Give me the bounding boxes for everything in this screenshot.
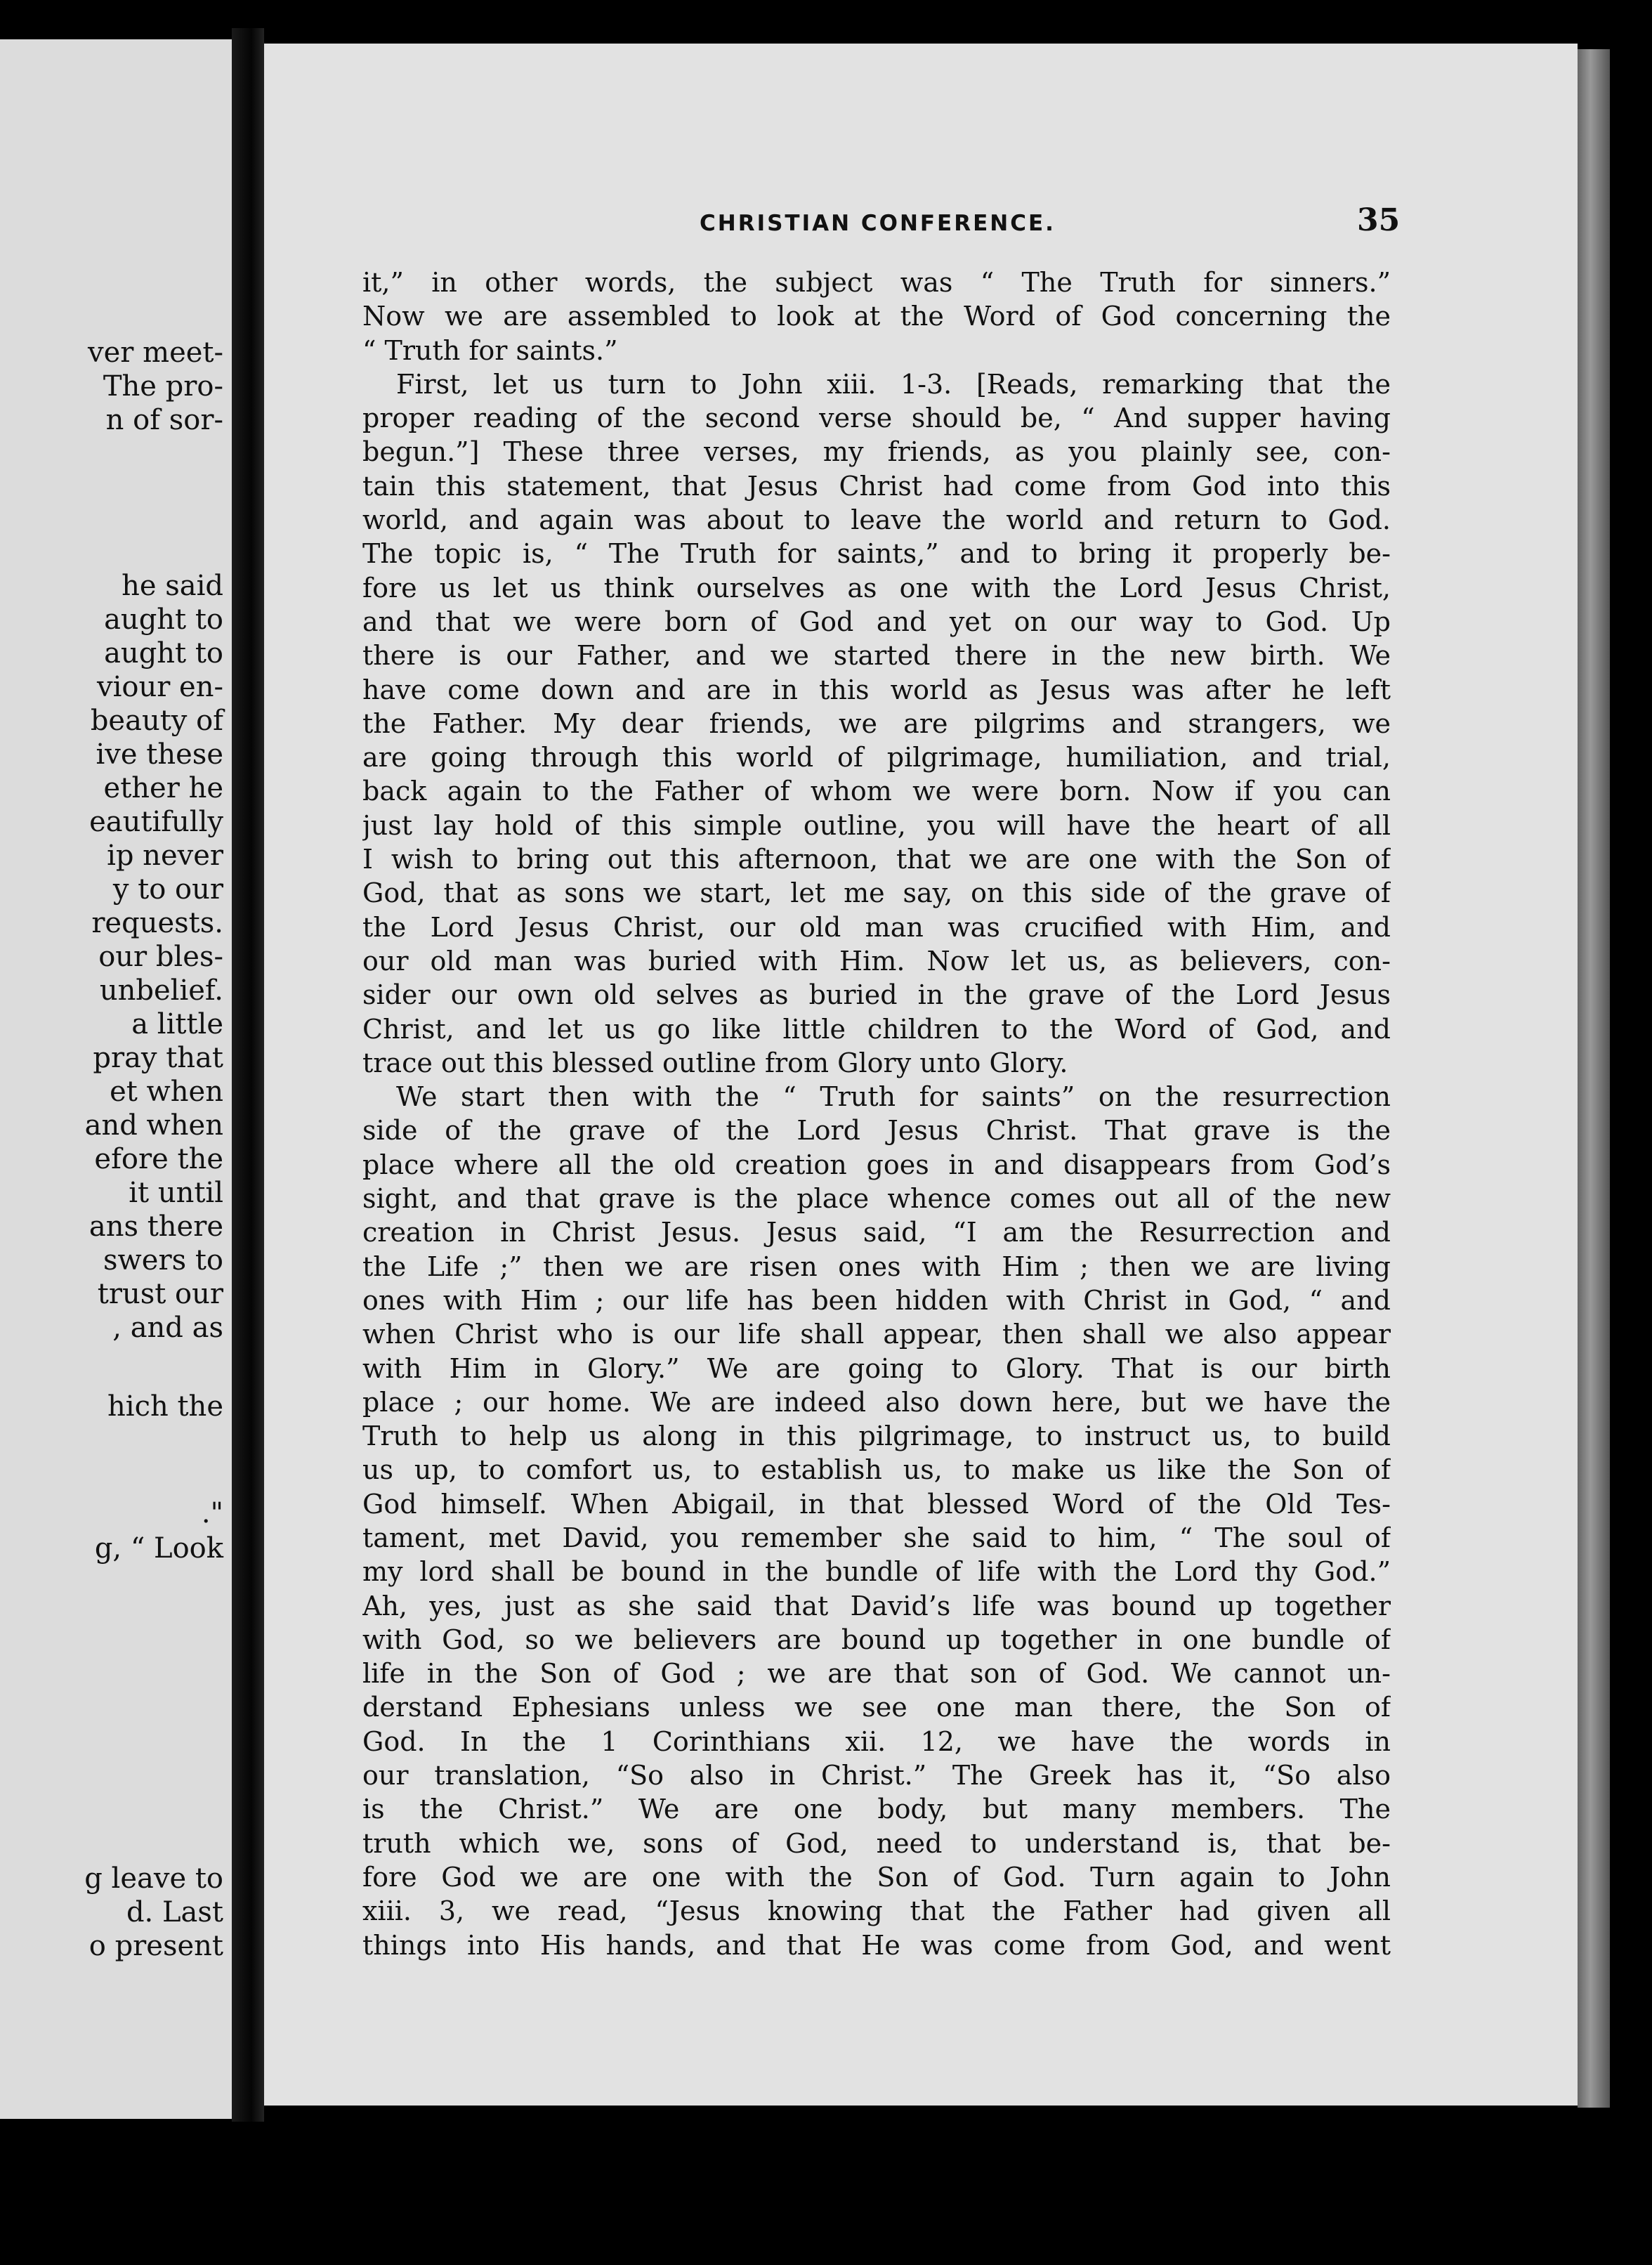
right-page: [264, 44, 1578, 2106]
body-line: ones with Him ; our life has been hidden with Christ in God, “ and: [362, 1284, 1391, 1316]
body-line: have come down and are in this world as Jesus was after he left: [362, 674, 1391, 705]
left-page-line: beauty of: [90, 705, 223, 737]
body-line: just lay hold of this simple outline, you will have the heart of all: [362, 809, 1391, 841]
body-line: place where all the old creation goes in and disappears from God’s: [362, 1149, 1391, 1180]
body-line: Christ, and let us go like little children to the Word of God, and: [362, 1013, 1391, 1045]
left-page-line: aught to: [104, 603, 223, 636]
left-page-line: pray that: [93, 1042, 223, 1074]
body-line: the Life ;” then we are risen ones with Him ; then we are living: [362, 1251, 1391, 1282]
body-text: [362, 266, 1391, 1962]
body-line: with God, so we believers are bound up together in one bundle of: [362, 1624, 1391, 1655]
body-line: fore God we are one with the Son of God. Turn again to John: [362, 1861, 1391, 1893]
body-line: the Lord Jesus Christ, our old man was crucified with Him, and: [362, 911, 1391, 943]
body-line: proper reading of the second verse should be, “ And supper having: [362, 403, 1391, 434]
body-line: xiii. 3, we read, “Jesus knowing that the Father had given all: [362, 1895, 1391, 1927]
body-line: I wish to bring out this afternoon, that we are one with the Son of: [362, 844, 1391, 875]
left-page-line: ip never: [107, 840, 223, 872]
body-line: fore us let us think ourselves as one with the Lord Jesus Christ,: [362, 572, 1391, 603]
body-line: derstand Ephesians unless we see one man there, the Son of: [362, 1692, 1391, 1723]
left-page-line: g leave to: [84, 1862, 223, 1895]
page-number: 35: [1357, 202, 1401, 238]
body-line: side of the grave of the Lord Jesus Christ. That grave is the: [362, 1115, 1391, 1147]
left-page-line: hich the: [107, 1390, 223, 1423]
left-page-line: viour en-: [96, 671, 223, 703]
left-page-line: ive these: [96, 738, 223, 771]
left-page-line: .": [201, 1497, 223, 1529]
body-line: The topic is, “ The Truth for saints,” and to bring it properly be-: [362, 538, 1391, 570]
left-page-line: y to our: [112, 873, 223, 906]
body-line: tament, met David, you remember she said to him, “ The soul of: [362, 1522, 1391, 1553]
body-line: life in the Son of God ; we are that son of God. We cannot un-: [362, 1658, 1391, 1690]
body-line: “ Truth for saints.”: [362, 334, 618, 366]
body-line: the Father. My dear friends, we are pilgrims and strangers, we: [362, 707, 1391, 739]
body-line: Ah, yes, just as she said that David’s life was bound up together: [362, 1590, 1391, 1621]
left-page-line: unbelief.: [99, 974, 223, 1007]
left-page-line: , and as: [112, 1312, 223, 1344]
book-gutter: [232, 28, 264, 2122]
left-page-line: g, “ Look: [94, 1532, 223, 1565]
left-page-line: d. Last: [126, 1896, 223, 1928]
body-line: our old man was buried with Him. Now let us, as believers, con-: [362, 945, 1391, 977]
left-page-line: ver meet-: [88, 337, 223, 369]
body-line: God. In the 1 Corinthians xii. 12, we have the words in: [362, 1725, 1391, 1757]
body-line: God, that as sons we start, let me say, on this side of the grave of: [362, 877, 1391, 909]
body-line: creation in Christ Jesus. Jesus said, “I am the Resurrection and: [362, 1217, 1391, 1248]
body-line: my lord shall be bound in the bundle of life with the Lord thy God.”: [362, 1556, 1391, 1588]
left-page-line: eautifully: [89, 806, 223, 838]
body-line: it,” in other words, the subject was “ The Truth for sinners.”: [362, 267, 1391, 298]
body-line: place ; our home. We are indeed also down here, but we have the: [362, 1386, 1391, 1418]
body-line: truth which we, sons of God, need to understand is, that be-: [362, 1827, 1391, 1859]
body-line: are going through this world of pilgrimage, humiliation, and trial,: [362, 742, 1391, 774]
left-page-fragment: [0, 39, 232, 2119]
body-line: when Christ who is our life shall appear, then shall we also appear: [362, 1319, 1391, 1350]
running-head: CHRISTIAN CONFERENCE.: [700, 211, 1056, 236]
left-page-line: requests.: [91, 907, 223, 939]
body-line: Now we are assembled to look at the Word of God concerning the: [362, 301, 1391, 332]
body-line: trace out this blessed outline from Glory unto Glory.: [362, 1047, 1068, 1078]
left-page-line: he said: [122, 570, 223, 602]
body-line: tain this statement, that Jesus Christ had come from God into this: [362, 470, 1391, 502]
left-page-line: our bles-: [98, 941, 223, 973]
left-page-line: it until: [129, 1177, 223, 1209]
left-page-line: et when: [110, 1076, 223, 1108]
body-line: sider our own old selves as buried in the grave of the Lord Jesus: [362, 979, 1391, 1011]
body-line: is the Christ.” We are one body, but many members. The: [362, 1794, 1391, 1825]
left-page-line: efore the: [94, 1143, 223, 1175]
left-page-line: aught to: [104, 637, 223, 670]
left-page-line: a little: [131, 1008, 223, 1040]
left-page-line: trust our: [97, 1278, 223, 1310]
body-line: world, and again was about to leave the world and return to God.: [362, 504, 1391, 536]
left-page-line: The pro-: [103, 370, 223, 403]
body-line: God himself. When Abigail, in that blessed Word of the Old Tes-: [362, 1488, 1391, 1520]
body-line: begun.”] These three verses, my friends, as you plainly see, con-: [362, 436, 1391, 468]
body-line: We start then with the “ Truth for saints” on the resurrection: [396, 1081, 1391, 1113]
body-line: sight, and that grave is the place whence comes out all of the new: [362, 1183, 1391, 1215]
left-page-line: ans there: [88, 1210, 223, 1243]
body-line: back again to the Father of whom we were born. Now if you can: [362, 776, 1391, 807]
left-page-line: and when: [84, 1109, 223, 1142]
body-line: First, let us turn to John xiii. 1-3. [Reads, remarking that the: [396, 368, 1391, 400]
body-line: with Him in Glory.” We are going to Glory. That is our birth: [362, 1352, 1391, 1384]
left-page-line: ether he: [103, 772, 223, 804]
body-line: our translation, “So also in Christ.” The Greek has it, “So also: [362, 1760, 1391, 1791]
left-page-line: swers to: [103, 1244, 223, 1277]
body-line: Truth to help us along in this pilgrimage, to instruct us, to build: [362, 1421, 1391, 1452]
page-edge: [1578, 49, 1610, 2108]
body-line: and that we were born of God and yet on our way to God. Up: [362, 606, 1391, 637]
left-page-line: o present: [88, 1930, 223, 1962]
left-page-line: n of sor-: [105, 404, 223, 436]
body-line: us up, to comfort us, to establish us, to make us like the Son of: [362, 1454, 1391, 1486]
body-line: things into His hands, and that He was come from God, and went: [362, 1929, 1391, 1961]
body-line: there is our Father, and we started there in the new birth. We: [362, 640, 1391, 672]
